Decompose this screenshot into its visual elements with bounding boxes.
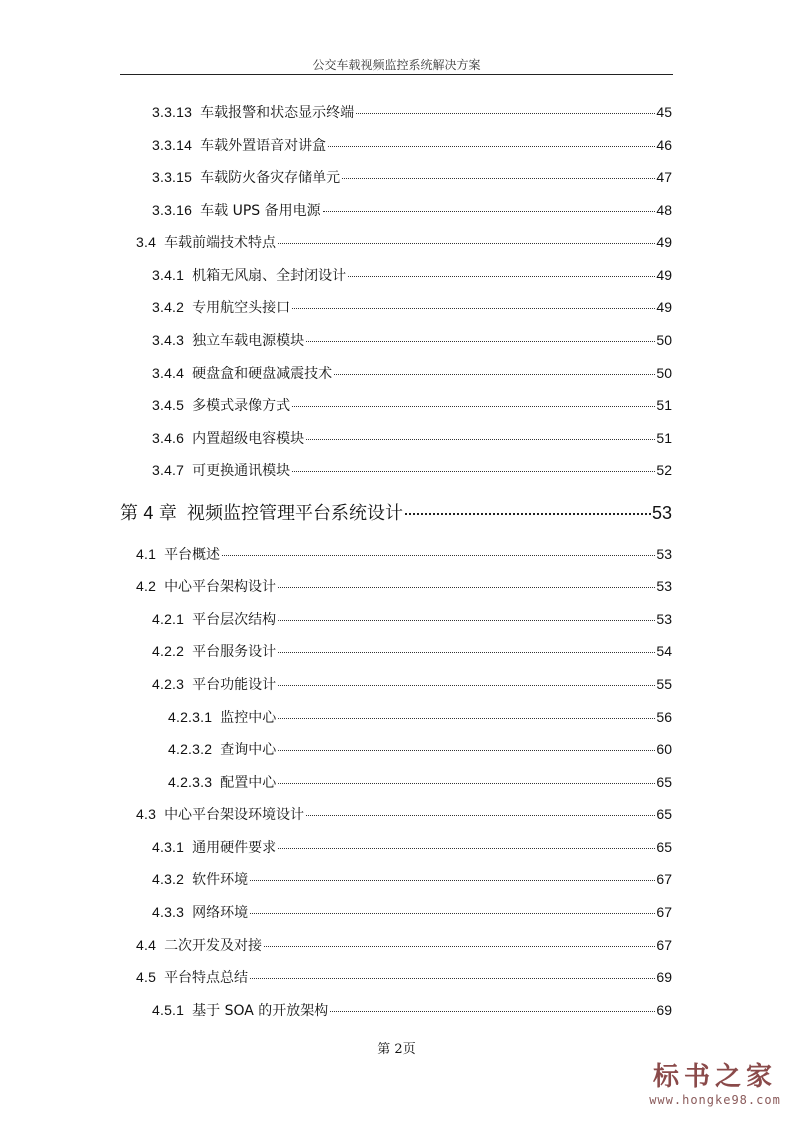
dot-leader bbox=[292, 308, 655, 309]
toc-entry-title: 视频监控管理平台系统设计 bbox=[187, 503, 404, 524]
dot-leader bbox=[306, 439, 655, 440]
dot-leader bbox=[306, 341, 655, 342]
toc-entry-page: 52 bbox=[656, 462, 672, 478]
toc-entry-number: 4.3.1 bbox=[152, 839, 185, 855]
toc-entry-number: 4.2.3.1 bbox=[168, 709, 213, 725]
toc-entry[interactable] bbox=[152, 364, 672, 383]
toc-entry-number: 3.4.1 bbox=[152, 267, 185, 283]
toc-entry-page: 49 bbox=[656, 299, 672, 315]
dot-leader bbox=[278, 718, 655, 719]
dot-leader bbox=[250, 880, 655, 881]
watermark-url: www.hongke98.com bbox=[649, 1093, 781, 1107]
toc-entry-title: 多模式录像方式 bbox=[192, 398, 291, 414]
toc-entry-page: 51 bbox=[656, 397, 672, 413]
toc-entry-page: 65 bbox=[656, 774, 672, 790]
toc-entry[interactable] bbox=[152, 610, 672, 629]
dot-leader bbox=[278, 243, 655, 244]
toc-entry-number: 3.4.2 bbox=[152, 299, 185, 315]
toc-entry-title: 平台功能设计 bbox=[192, 677, 277, 693]
page-header: 公交车载视频监控系统解决方案 bbox=[312, 58, 481, 72]
toc-entry[interactable] bbox=[136, 577, 672, 596]
dot-leader bbox=[334, 374, 655, 375]
toc-entry-page: 53 bbox=[651, 503, 672, 523]
toc-entry[interactable] bbox=[136, 805, 672, 824]
toc-entry[interactable] bbox=[136, 233, 672, 252]
toc-entry-number: 3.4.6 bbox=[152, 430, 185, 446]
toc-entry[interactable] bbox=[152, 298, 672, 317]
toc-entry[interactable] bbox=[152, 675, 672, 694]
toc-entry[interactable] bbox=[152, 201, 672, 220]
page-number: 第 2页 bbox=[377, 1042, 416, 1057]
dot-leader bbox=[356, 113, 655, 114]
toc-entry[interactable] bbox=[168, 773, 672, 792]
toc-entry[interactable] bbox=[152, 331, 672, 350]
toc-entry-title: 二次开发及对接 bbox=[164, 938, 263, 954]
toc-entry-number: 3.4.5 bbox=[152, 397, 185, 413]
toc-entry-title: 机箱无风扇、全封闭设计 bbox=[192, 268, 347, 284]
toc-entry-page: 47 bbox=[656, 169, 672, 185]
toc-entry-page: 56 bbox=[656, 709, 672, 725]
toc-entry-title: 配置中心 bbox=[220, 775, 277, 791]
toc-entry-title: 内置超级电容模块 bbox=[192, 431, 305, 447]
dot-leader bbox=[306, 815, 655, 816]
toc-entry-number: 3.3.16 bbox=[152, 202, 193, 218]
toc-entry-page: 46 bbox=[656, 137, 672, 153]
toc-entry[interactable] bbox=[152, 642, 672, 661]
toc-entry[interactable] bbox=[152, 266, 672, 285]
toc-entry-title: 硬盘盒和硬盘减震技术 bbox=[192, 366, 333, 382]
toc-entry-page: 49 bbox=[656, 267, 672, 283]
toc-entry[interactable] bbox=[152, 1001, 672, 1020]
toc-entry-page: 54 bbox=[656, 643, 672, 659]
dot-leader bbox=[222, 555, 655, 556]
toc-entry[interactable] bbox=[152, 903, 672, 922]
dot-leader bbox=[405, 513, 651, 515]
watermark-logo: 标书之家 bbox=[652, 1062, 777, 1092]
toc-entry[interactable] bbox=[136, 545, 672, 564]
toc-entry-number: 4.5 bbox=[136, 969, 157, 985]
toc-entry-page: 55 bbox=[656, 676, 672, 692]
toc-entry-title: 车载 UPS 备用电源 bbox=[200, 203, 321, 219]
toc-entry-number: 3.3.13 bbox=[152, 104, 193, 120]
toc-entry-page: 50 bbox=[656, 332, 672, 348]
toc-entry-number: 3.4.7 bbox=[152, 462, 185, 478]
toc-entry-page: 67 bbox=[656, 937, 672, 953]
toc-entry-page: 69 bbox=[656, 969, 672, 985]
toc-entry-page: 65 bbox=[656, 806, 672, 822]
dot-leader bbox=[330, 1011, 655, 1012]
toc-entry[interactable] bbox=[152, 396, 672, 415]
toc-entry-title: 查询中心 bbox=[220, 742, 277, 758]
toc-entry-title: 独立车载电源模块 bbox=[192, 333, 305, 349]
toc-entry[interactable] bbox=[152, 429, 672, 448]
toc-entry-title: 平台服务设计 bbox=[192, 644, 277, 660]
toc-entry-page: 53 bbox=[656, 546, 672, 562]
toc-entry-number: 4.2.1 bbox=[152, 611, 185, 627]
toc-entry-number: 4.2.2 bbox=[152, 643, 185, 659]
toc-entry[interactable] bbox=[152, 838, 672, 857]
toc-entry[interactable] bbox=[120, 502, 672, 525]
dot-leader bbox=[328, 146, 655, 147]
toc-entry-page: 67 bbox=[656, 871, 672, 887]
dot-leader bbox=[278, 620, 655, 621]
toc-entry[interactable] bbox=[152, 870, 672, 889]
toc-entry[interactable] bbox=[136, 968, 672, 987]
toc-entry-number: 4.3 bbox=[136, 806, 157, 822]
toc-entry-title: 车载报警和状态显示终端 bbox=[200, 105, 355, 121]
toc-entry[interactable] bbox=[168, 740, 672, 759]
toc-entry-page: 51 bbox=[656, 430, 672, 446]
toc-entry-number: 4.3.3 bbox=[152, 904, 185, 920]
dot-leader bbox=[292, 406, 655, 407]
toc-entry-title: 软件环境 bbox=[192, 872, 249, 888]
toc-entry-number: 4.2.3 bbox=[152, 676, 185, 692]
toc-entry[interactable] bbox=[152, 168, 672, 187]
toc-entry-number: 4.2.3.2 bbox=[168, 741, 213, 757]
toc-entry-title: 中心平台架设环境设计 bbox=[164, 807, 305, 823]
dot-leader bbox=[278, 652, 655, 653]
toc-entry-title: 监控中心 bbox=[220, 710, 277, 726]
toc-entry-title: 网络环境 bbox=[192, 905, 249, 921]
toc-entry-page: 50 bbox=[656, 365, 672, 381]
toc-entry-number: 4.2.3.3 bbox=[168, 774, 213, 790]
dot-leader bbox=[278, 587, 655, 588]
dot-leader bbox=[264, 946, 655, 947]
dot-leader bbox=[250, 913, 655, 914]
toc-entry-number: 4.3.2 bbox=[152, 871, 185, 887]
toc-entry-title: 平台特点总结 bbox=[164, 970, 249, 986]
toc-entry-page: 53 bbox=[656, 578, 672, 594]
toc-entry-page: 60 bbox=[656, 741, 672, 757]
toc-entry-number: 4.2 bbox=[136, 578, 157, 594]
toc-entry-title: 专用航空头接口 bbox=[192, 300, 291, 316]
dot-leader bbox=[278, 783, 655, 784]
toc-entry[interactable] bbox=[152, 461, 672, 480]
toc-entry-title: 平台概述 bbox=[164, 547, 221, 563]
toc-entry[interactable] bbox=[152, 136, 672, 155]
toc-entry-number: 4.1 bbox=[136, 546, 157, 562]
toc-entry[interactable] bbox=[152, 103, 672, 122]
toc-entry-title: 平台层次结构 bbox=[192, 612, 277, 628]
toc-entry-number: 4.4 bbox=[136, 937, 157, 953]
watermark bbox=[640, 1062, 790, 1108]
dot-leader bbox=[342, 178, 655, 179]
toc-entry-title: 可更换通讯模块 bbox=[192, 463, 291, 479]
toc-entry-number: 3.4.4 bbox=[152, 365, 185, 381]
toc-entry-page: 49 bbox=[656, 234, 672, 250]
toc-entry-title: 车载外置语音对讲盒 bbox=[200, 138, 327, 154]
toc-entry-page: 69 bbox=[656, 1002, 672, 1018]
toc-entry[interactable] bbox=[168, 708, 672, 727]
dot-leader bbox=[250, 978, 655, 979]
toc-entry-page: 45 bbox=[656, 104, 672, 120]
toc-entry-number: 4.5.1 bbox=[152, 1002, 185, 1018]
toc-entry-number: 3.4 bbox=[136, 234, 157, 250]
dot-leader bbox=[348, 276, 655, 277]
dot-leader bbox=[278, 685, 655, 686]
toc-entry-number: 3.3.14 bbox=[152, 137, 193, 153]
toc-entry-number: 3.4.3 bbox=[152, 332, 185, 348]
dot-leader bbox=[292, 471, 655, 472]
dot-leader bbox=[278, 848, 655, 849]
toc-entry-page: 67 bbox=[656, 904, 672, 920]
toc-entry-title: 基于 SOA 的开放架构 bbox=[192, 1003, 329, 1019]
dot-leader bbox=[278, 750, 655, 751]
dot-leader bbox=[323, 211, 656, 212]
toc-entry-number: 第 4 章 bbox=[120, 503, 178, 523]
toc-entry-page: 65 bbox=[656, 839, 672, 855]
toc-entry-page: 53 bbox=[656, 611, 672, 627]
toc-entry-title: 车载防火备灾存储单元 bbox=[200, 170, 341, 186]
toc-entry-title: 车载前端技术特点 bbox=[164, 235, 277, 251]
toc-entry-title: 通用硬件要求 bbox=[192, 840, 277, 856]
toc-entry-page: 48 bbox=[656, 202, 672, 218]
toc-entry-title: 中心平台架构设计 bbox=[164, 579, 277, 595]
toc-entry[interactable] bbox=[136, 936, 672, 955]
toc-entry-number: 3.3.15 bbox=[152, 169, 193, 185]
